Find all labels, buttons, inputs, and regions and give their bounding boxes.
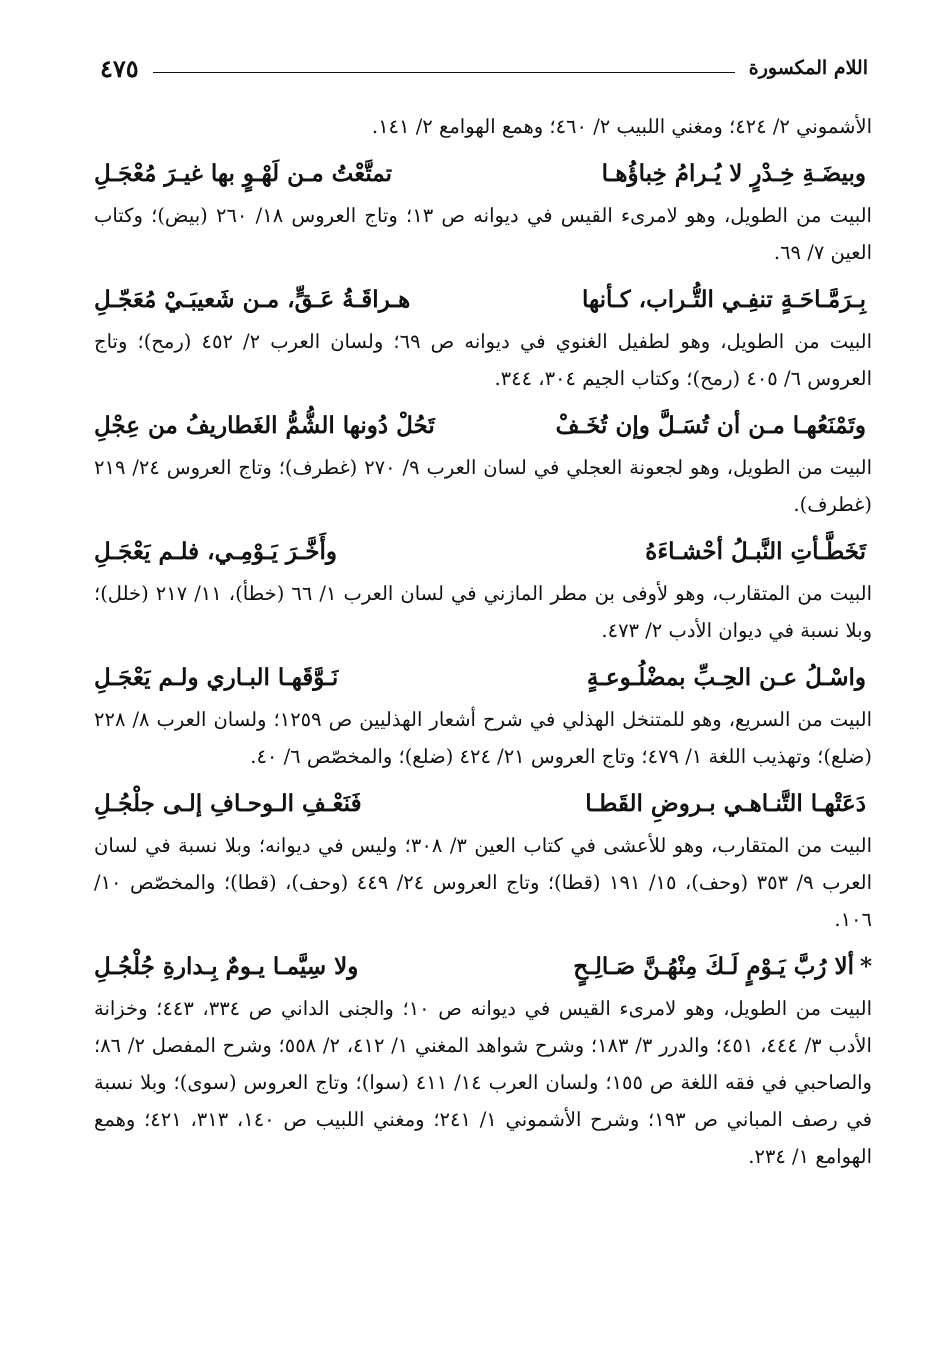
verse-entry [94,529,872,649]
verse-entry [94,277,872,397]
verse-source: البيت من الطويل، وهو لامرىء القيس في ديوانه ص ١٣؛ وتاج العروس ١٨/ ٢٦٠ (بيض)؛ وكتاب العين ٧/ ٦٩. [94,204,872,264]
page-number: ٤٧٥ [100,53,139,83]
verse-source: البيت من المتقارب، وهو لأوفى بن مطر المازني في لسان العرب ١/ ٦٦ (خطأ)، ١١/ ٢١٧ (خلل)؛ وبلا نسبة في ديوان الأدب ٢/ ٤٧٣. [94,582,872,642]
running-title: اللام المكسورة [748,57,868,79]
page-header [100,48,868,88]
verse-line [94,529,872,575]
second-hemistich: هـراقَـةُ عَـقٍّ، مـن شَعيبَـيْ مُعَجّـلِ [94,286,411,313]
verse-entry [94,151,872,271]
second-hemistich: وأَخَّـرَ يَـوْمِـي، فلـم يَعْجَـلِ [94,538,337,565]
page-body [94,108,872,1175]
verse-entry [94,781,872,938]
second-hemistich: نَـوَّقَهـا البـاري ولـم يَعْجَـلِ [94,664,339,691]
verse-entry [94,655,872,775]
verse-line [94,403,872,449]
verse-line [94,655,872,701]
verse-source: البيت من المتقارب، وهو للأعشى في كتاب العين ٣/ ٣٠٨؛ وليس في ديوانه؛ وبلا نسبة في لسان العرب ٩/ ٣٥٣ (وحف)، ١٥/ ١٩١ (قطا)؛ وتاج العروس ٢٤/ ٤٤٩ (وحف)، (قطا)؛ والمخصّص ١٠/ ١٠٦. [94,834,873,931]
verse-source: البيت من الطويل، وهو لطفيل الغنوي في ديوانه ص ٦٩؛ ولسان العرب ٢/ ٤٥٢ (رمح)؛ وتاج العروس ٦/ ٤٠٥ (رمح)؛ وكتاب الجيم ٣٠٤، ٣٤٤. [94,330,872,390]
header-rule [153,72,735,73]
second-hemistich: تمتَّعْتُ مـن لَهْـوٍ بها غيـرَ مُعْجَـلِ [94,160,392,187]
first-hemistich: وبيضَـةِ خِـدْرٍ لا يُـرامُ خِباؤُهـا [601,160,866,187]
verse-line [94,944,872,990]
continued-source-line: الأشموني ٢/ ٤٢٤؛ ومغني اللبيب ٢/ ٤٦٠؛ وهمع الهوامع ٢/ ١٤١. [371,115,872,138]
verse-entry [94,403,872,523]
first-hemistich: *ألا رُبَّ يَـوْمٍ لَـكَ مِنْهُـنَّ صَـالِـحٍ [573,953,872,980]
first-hemistich: تَخَطَّـأتِ النَّبـلُ أحْشـاءَهُ [645,538,866,565]
first-hemistich: وتَمْنَعُهـا مـن أن تُسَـلَّ وإن تُخَـفْ [555,412,866,439]
verse-line [94,781,872,827]
verse-source: البيت من السريع، وهو للمتنخل الهذلي في شرح أشعار الهذليين ص ١٢٥٩؛ ولسان العرب ٨/ ٢٢٨ (ضلع)؛ وتهذيب اللغة ١/ ٤٧٩؛ وتاج العروس ٢١/ ٤٢٤ (ضلع)؛ والمخصّص ٦/ ٤٠. [94,708,872,768]
verse-source: البيت من الطويل، وهو لجعونة العجلي في لسان العرب ٩/ ٢٧٠ (غطرف)؛ وتاج العروس ٢٤/ ٢١٩ (غطرف). [94,456,872,516]
verse-entry [94,944,872,1175]
second-hemistich: ولا سِيَّمـا يـومٌ بِـدارةِ جُلْجُـلِ [94,953,359,980]
second-hemistich: تَحُلْ دُونها الشُّمُّ الغَطاريفُ من عِجْلِ [94,412,435,439]
first-hemistich: دَعَتْهـا التَّنـاهـي بـروضِ القَطـا [585,790,866,817]
verse-source: البيت من الطويل، وهو لامرىء القيس في ديوانه ص ١٠؛ والجنى الداني ص ٣٣٤، ٤٤٣؛ وخزانة الأدب ٣/ ٤٤٤، ٤٥١؛ والدرر ٣/ ١٨٣؛ وشرح شواهد المغني ١/ ٤١٢، ٢/ ٥٥٨؛ وشرح المفصل ٢/ ٨٦؛ والصاحبي في فقه اللغة ص ١٥٥؛ ولسان العرب ١٤/ ٤١١ (سوا)؛ وتاج العروس (سوى)؛ وبلا نسبة في رصف المباني ص ١٩٣؛ وشرح الأشموني ١/ ٢٤١؛ ومغني اللبيب ص ١٤٠، ٣١٣، ٤٢١؛ وهمع الهوامع ١/ ٢٣٤. [94,997,872,1168]
first-hemistich: واسْـلُ عـن الحِـبِّ بمضْلُـوعـةٍ [586,664,866,691]
verse-line [94,151,872,197]
first-hemistich: بِـرَمَّـاحَـةٍ تنفِـي التُّـراب، كـأنها [581,286,866,313]
verse-line [94,277,872,323]
star-marker: * [859,953,872,980]
second-hemistich: فَنَعْـفِ الـوحـافِ إلـى جلْجُـلِ [94,790,362,817]
